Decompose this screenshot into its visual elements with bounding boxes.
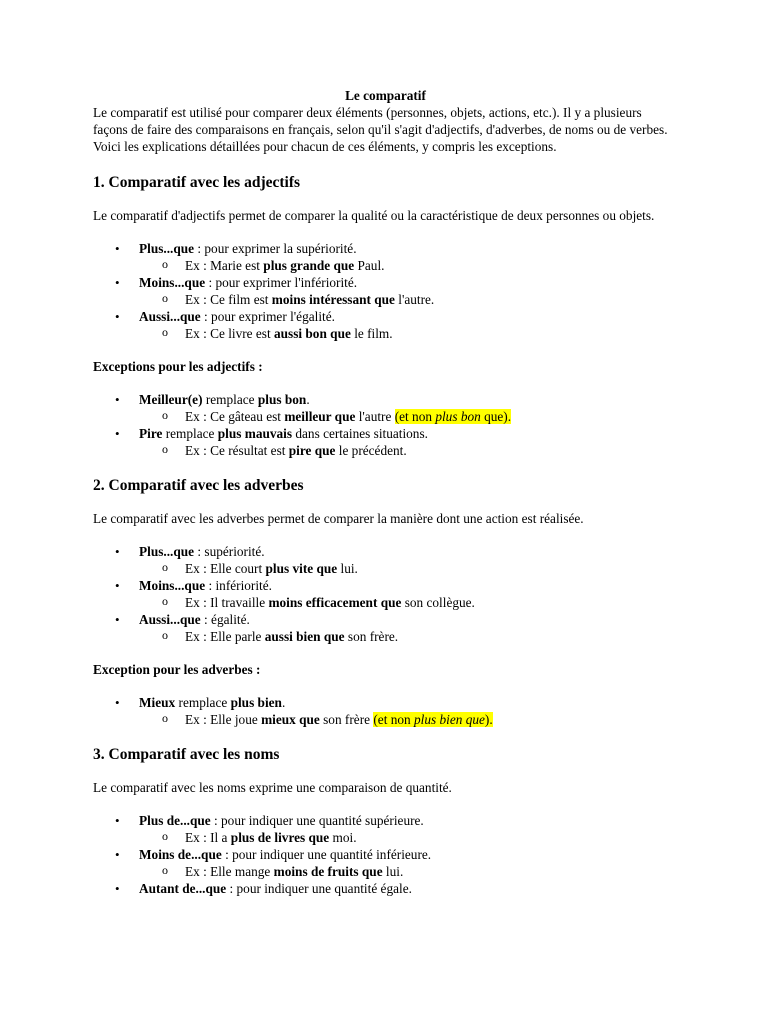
section-1-list <box>93 240 678 342</box>
rule-text: : pour indiquer une quantité inférieure. <box>221 847 432 862</box>
example-text: l'autre. <box>394 292 435 307</box>
highlighted-note <box>395 409 511 424</box>
document-title: Le comparatif <box>345 88 426 103</box>
rule-bold: plus mauvais <box>217 426 293 441</box>
example-bold: moins de fruits que <box>273 864 383 879</box>
note-italic: plus bien que <box>413 712 485 727</box>
section-1-exceptions-heading: Exceptions pour les adjectifs : <box>93 359 263 374</box>
rule-text: . <box>306 392 310 407</box>
example-item <box>139 628 678 645</box>
rule-text: : infériorité. <box>205 578 272 593</box>
example-item <box>139 711 678 728</box>
example-text: Paul. <box>354 258 385 273</box>
example-text: le précédent. <box>335 443 407 458</box>
list-item <box>93 391 678 425</box>
rule-term: Autant de...que <box>139 881 227 896</box>
example-item <box>139 863 678 880</box>
example-bold: mieux que <box>261 712 320 727</box>
rule-term: Moins...que <box>139 275 206 290</box>
example-text: Ex : Ce livre est <box>185 326 274 341</box>
example-text: lui. <box>382 864 404 879</box>
intro-paragraph: Le comparatif est utilisé pour comparer deux éléments (personnes, objets, actions, etc.). Il y a plusieurs façons de faire des comparaisons en français, selon qu'il s'agit d'adjectifs, d'adverbes, de noms ou de verbes. Voici les explications détaillées pour chacun de ces éléments, y compris les exceptions. <box>93 105 668 154</box>
list-item <box>93 274 678 308</box>
list-item <box>93 240 678 274</box>
rule-text: : égalité. <box>200 612 250 627</box>
rule-term: Pire <box>139 426 163 441</box>
list-item <box>93 425 678 459</box>
rule-bold: plus bon <box>257 392 307 407</box>
section-3-description: Le comparatif avec les noms exprime une comparaison de quantité. <box>93 780 452 795</box>
example-item <box>139 829 678 846</box>
rule-text: : pour indiquer une quantité égale. <box>226 881 412 896</box>
rule-text: : pour exprimer l'égalité. <box>200 309 335 324</box>
example-text: Ex : Marie est <box>185 258 264 273</box>
example-text: Ex : Elle mange <box>185 864 274 879</box>
example-bold: pire que <box>288 443 336 458</box>
example-text: Ex : Il a <box>185 830 231 845</box>
rule-term: Meilleur(e) <box>139 392 203 407</box>
rule-term: Aussi...que <box>139 612 201 627</box>
list-item <box>93 308 678 342</box>
list-item <box>93 846 678 880</box>
example-text: son frère <box>319 712 374 727</box>
example-item <box>139 594 678 611</box>
example-text: Ex : Ce film est <box>185 292 272 307</box>
example-bold: moins efficacement que <box>268 595 402 610</box>
example-item <box>139 408 678 425</box>
example-text: son frère. <box>344 629 399 644</box>
example-text: Ex : Ce gâteau est <box>185 409 285 424</box>
rule-text: remplace <box>175 695 231 710</box>
list-item <box>93 694 678 728</box>
list-item <box>93 611 678 645</box>
rule-text: : pour indiquer une quantité supérieure. <box>210 813 424 828</box>
section-1-heading: 1. Comparatif avec les adjectifs <box>93 174 301 191</box>
example-text: Ex : Elle court <box>185 561 266 576</box>
section-3-heading: 3. Comparatif avec les noms <box>93 746 280 763</box>
section-1-description: Le comparatif d'adjectifs permet de comparer la qualité ou la caractéristique de deux personnes ou objets. <box>93 208 655 223</box>
example-item <box>139 560 678 577</box>
rule-term: Plus de...que <box>139 813 211 828</box>
section-2-description: Le comparatif avec les adverbes permet de comparer la manière dont une action est réalisée. <box>93 511 584 526</box>
rule-text: . <box>281 695 286 710</box>
example-text: Ex : Elle joue <box>185 712 262 727</box>
example-text: le film. <box>350 326 393 341</box>
example-item <box>139 442 678 459</box>
rule-term: Mieux <box>139 695 176 710</box>
example-item <box>139 325 678 342</box>
section-3-list <box>93 812 678 897</box>
example-bold: plus vite que <box>265 561 338 576</box>
note-italic: plus bon <box>435 409 481 424</box>
rule-text: : pour exprimer la supériorité. <box>194 241 357 256</box>
example-bold: aussi bien que <box>264 629 345 644</box>
example-bold: meilleur que <box>284 409 356 424</box>
example-item <box>139 291 678 308</box>
example-item <box>139 257 678 274</box>
rule-text: remplace <box>202 392 258 407</box>
section-2-list <box>93 543 678 645</box>
rule-term: Moins...que <box>139 578 206 593</box>
example-bold: moins intéressant que <box>271 292 395 307</box>
highlighted-note <box>373 712 492 727</box>
document-page <box>93 88 678 897</box>
list-item <box>93 880 678 897</box>
example-text: Ex : Ce résultat est <box>185 443 289 458</box>
rule-term: Aussi...que <box>139 309 201 324</box>
list-item <box>93 577 678 611</box>
example-text: l'autre <box>355 409 395 424</box>
example-bold: plus de livres que <box>230 830 330 845</box>
example-text: lui. <box>337 561 358 576</box>
rule-text: remplace <box>162 426 218 441</box>
example-bold: plus grande que <box>263 258 355 273</box>
example-text: son collègue. <box>401 595 475 610</box>
note-text: ). <box>484 712 493 727</box>
note-text: que). <box>480 409 512 424</box>
section-2-heading: 2. Comparatif avec les adverbes <box>93 477 304 494</box>
example-text: Ex : Il travaille <box>185 595 269 610</box>
example-text: moi. <box>329 830 357 845</box>
section-1-exceptions-list <box>93 391 678 459</box>
rule-text: : supériorité. <box>194 544 265 559</box>
section-2-exception-heading: Exception pour les adverbes : <box>93 662 261 677</box>
list-item <box>93 812 678 846</box>
list-item <box>93 543 678 577</box>
note-text: (et non <box>373 712 414 727</box>
example-text: Ex : Elle parle <box>185 629 265 644</box>
note-text: (et non <box>394 409 436 424</box>
example-bold: aussi bon que <box>274 326 351 341</box>
rule-term: Plus...que <box>139 544 195 559</box>
rule-text: : pour exprimer l'infériorité. <box>205 275 358 290</box>
rule-term: Moins de...que <box>139 847 222 862</box>
rule-text: dans certaines situations. <box>292 426 428 441</box>
rule-term: Plus...que <box>139 241 195 256</box>
section-2-exception-list <box>93 694 678 728</box>
rule-bold: plus bien <box>230 695 282 710</box>
